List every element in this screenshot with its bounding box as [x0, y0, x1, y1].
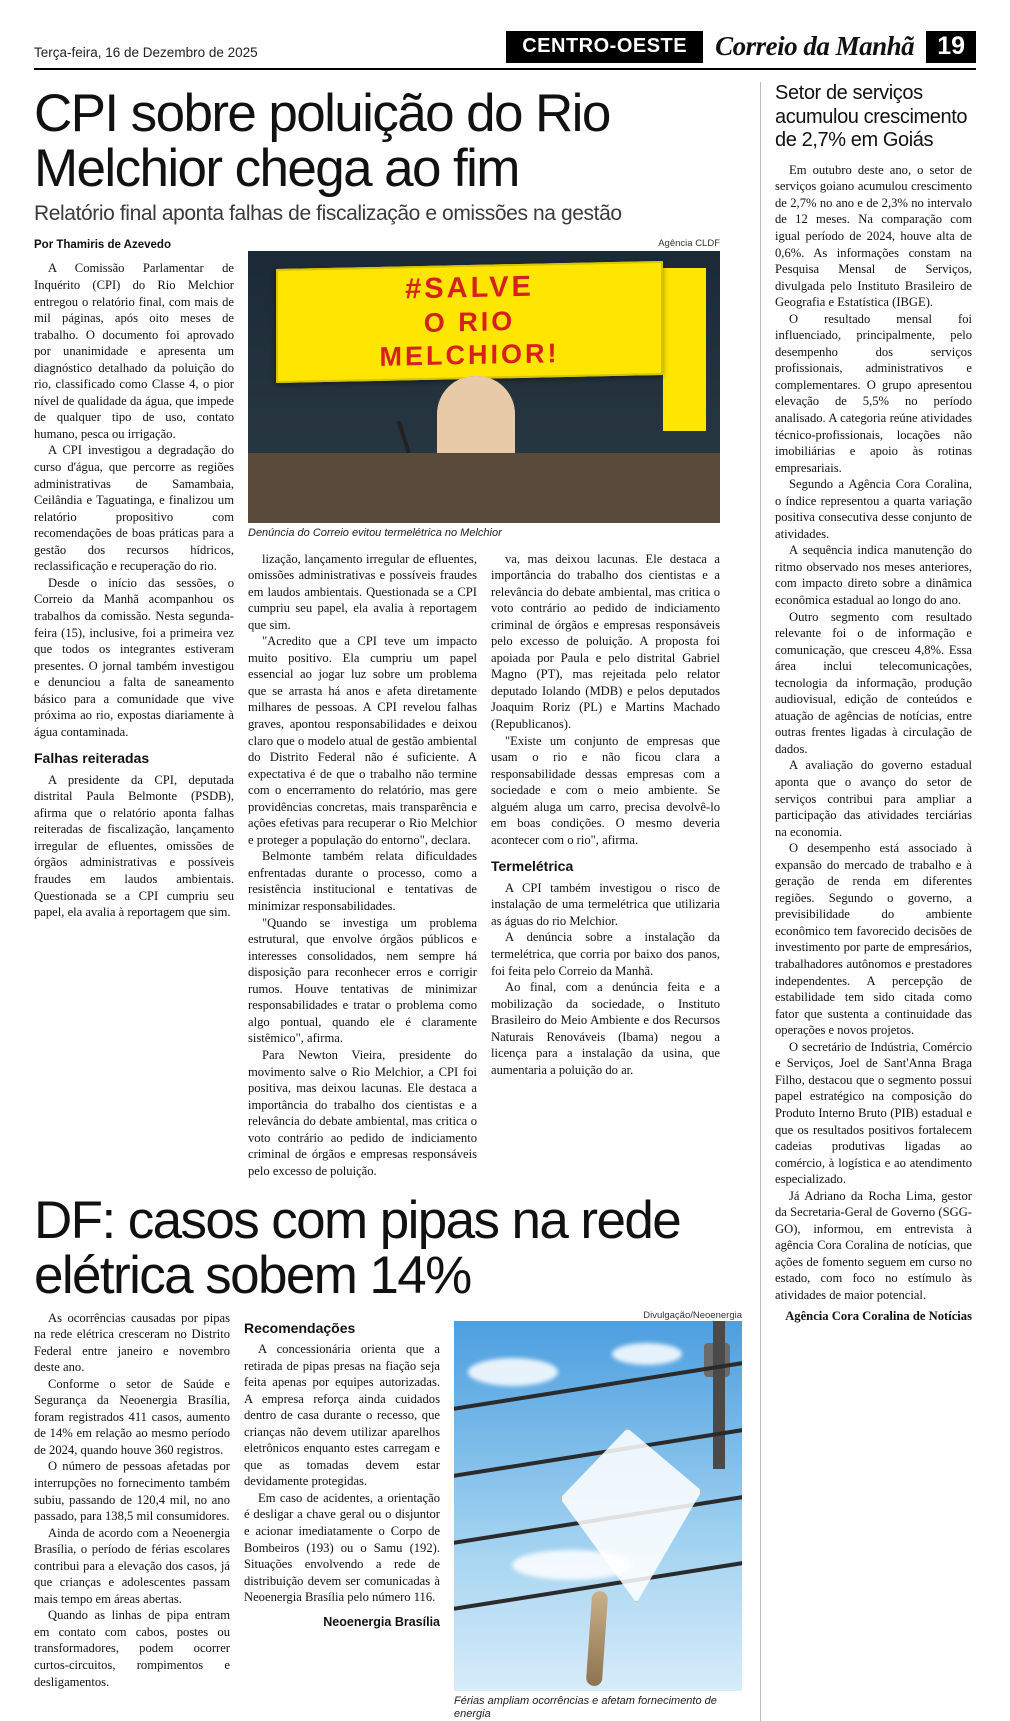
- main-col-3: [491, 551, 720, 1180]
- paragraph: "Acredito que a CPI teve um impacto muito positivo. Ela cumpriu um papel essencial ao jogar luz sobre um problema que se arrasta há anos e afeta diretamente milhares de pessoas. A CPI revelou falhas graves, apontou responsabilidades e deixou claro que o modelo atual de gestão ambiental do Distrito Federal não é suficiente. A expectativa é de que o trabalho não termine com o encerramento do relatório, mas gere providências concretas, mais transparência e ações efetivas para recuperar o Rio Melchior e proteger a população do entorno", declara.: [248, 634, 477, 847]
- sidebar-title: Setor de serviços acumulou crescimento de 2,7% em Goiás: [775, 82, 968, 152]
- page-number: 19: [926, 31, 976, 64]
- paragraph: Outro segmento com resultado relevante foi o de informação e comunicação, que cresceu 4,8%. Essa área inclui telecomunicações, tecnologia da informação, produção audiovisual, edição de conteúdos e atuação de agências de notícias, entre outras frentes ligadas à circulação de dados.: [775, 609, 972, 756]
- paragraph: Já Adriano da Rocha Lima, gestor da Secretaria-Geral de Governo (SGG-GO), informou, em entrevista à agência Cora Coralina de notícias, que ações de fomento seguem em curso no estado, com foco no estímulo às atividades de maior potencial.: [775, 1188, 972, 1302]
- banner-line-2: O RIO: [424, 305, 516, 338]
- paragraph: Ao final, com a denúncia feita e a mobilização da sociedade, o Instituto Brasileiro do Meio Ambiente e dos Recursos Naturais Renováveis (Ibama) negou a licença para a instalação da usina, que aumentaria a poluição do ar.: [491, 980, 720, 1077]
- paragraph: Belmonte também relata dificuldades enfrentadas durante o processo, como a resistência institucional e tentativas de minimizar responsabilidades.: [248, 849, 477, 914]
- sidebar-column: [760, 82, 972, 1721]
- desk: [248, 453, 720, 524]
- paragraph: Em caso de acidentes, a orientação é desligar a chave geral ou o disjuntor e acionar imediatamente o Corpo de Bombeiros (193) ou o Samu (192). Situações envolvendo a rede de distribuição devem ser comunicadas à Neoenergia Brasília pelo número 116.: [244, 1490, 440, 1605]
- sidebar-body: [775, 162, 972, 1324]
- byline: Por Thamiris de Azevedo: [34, 239, 171, 252]
- paragraph: Em outubro deste ano, o setor de serviços goiano acumulou crescimento de 2,7% no ano e de 2,3% no intervalo de 12 meses. Na comparação com igual período de 2024, houve alta de 0,6%. As informações constam na Pesquisa Mensal de Serviços, divulgada pelo Instituto Brasileiro de Geografia e Estatística (IBGE).: [775, 162, 972, 310]
- masthead-right: [506, 31, 976, 64]
- paragraph: A Comissão Parlamentar de Inquérito (CPI) do Rio Melchior entregou o relatório final, com mais de mil páginas, após oito meses de trabalho. O documento foi aprovado por unanimidade e apresenta um diagnóstico detalhado da poluição do rio, classificado como Classe 4, o pior nível de qualidade da água, que impede de qualquer tipo de uso, contato humano, pesca ou irrigação.: [34, 261, 234, 441]
- second-col-2: [244, 1310, 440, 1721]
- paragraph: Segundo a Agência Cora Coralina, o índice representou a quarta variação positiva consecutiva desse conjunto de atividades.: [775, 477, 972, 541]
- subsection-title: Falhas reiteradas: [34, 750, 150, 767]
- paragraph: "Quando se investiga um problema estrutural, que envolve órgãos públicos e interesses consolidados, nem sempre há disposição para reconhecer erros e corrigir rumos. Houve tentativas de minimizar responsabilidades e tratar o problema como algo pontual, quando ele é claramente sistêmico", afirma.: [248, 915, 477, 1046]
- photo-kite-power-lines: [454, 1321, 742, 1691]
- protest-banner: [276, 261, 663, 383]
- recommendations-title: Recomendações: [244, 1319, 356, 1336]
- paragraph: O número de pessoas afetadas por interrupções no fornecimento também subiu, passando de 120,4 mil, no ano passado, para 138,5 mil consumidores.: [34, 1459, 230, 1524]
- photo-credit: Agência CLDF: [658, 238, 720, 250]
- banner-line-1: #SALVE: [405, 270, 535, 306]
- main-col-2: [248, 551, 477, 1180]
- utility-pole: [713, 1321, 725, 1469]
- paragraph: A CPI investigou a degradação do curso d'água, que percorre as regiões administrativas de Samambaia, Ceilândia e Taguatinga, e finalizou um relatório propositivo com recomendações de boas práticas para a gestão dos recursos hídricos, reclassificação e recuperação do rio.: [34, 443, 234, 574]
- paragraph: A CPI também investigou o risco de instalação de uma termelétrica que utilizaria as águas do rio Melchior.: [491, 880, 720, 928]
- second-photo-credit: Divulgação/Neoenergia: [643, 1309, 742, 1321]
- second-photo-caption: Férias ampliam ocorrências e afetam fornecimento de energia: [454, 1694, 717, 1720]
- paragraph: Para Newton Vieira, presidente do movimento salve o Rio Melchior, a CPI foi positiva, mas deixou lacunas. Ele destaca a importância do trabalho dos cientistas e a relevância do debate ambiental, mas critica o voto contrário ao pedido de indiciamento criminal de órgãos e empresas responsáveis pelo excesso de poluição.: [248, 1047, 477, 1178]
- masthead: [34, 30, 976, 70]
- second-article-columns: [34, 1310, 744, 1721]
- main-column: [34, 82, 744, 1721]
- paragraph: O secretário de Indústria, Comércio e Serviços, Joel de Sant'Anna Braga Filho, destacou que o segmento possui papel estratégico na composição do Produto Interno Bruto (PIB) estadual e que os resultados positivos fortalecem cadeias produtivas ligadas ao comércio, à logística e ao atendimento especializado.: [775, 1039, 972, 1187]
- cloud: [468, 1358, 558, 1386]
- paragraph: "Existe um conjunto de empresas que usam o rio e não ficou clara a responsabilidade dessas empresas com a sociedade e com o meio ambiente. Se alguém aluga um carro, precisa devolvê-lo em boas condições. O mesmo deveria acontecer com o rio", afirma.: [491, 733, 720, 847]
- main-col-2-3: [248, 238, 720, 1179]
- main-subhead: Relatório final aponta falhas de fiscalização e omissões na gestão: [34, 202, 622, 226]
- kite-tail: [586, 1590, 609, 1686]
- paper-title: Correio da Manhã: [715, 31, 915, 61]
- main-headline: CPI sobre poluição do Rio Melchior chega ao fim: [34, 84, 610, 199]
- main-lower-columns: [248, 551, 720, 1180]
- paragraph: Desde o início das sessões, o Correio da Manhã acompanhou os trabalhos da comissão. Nesta segunda-feira (15), inclusive, foi a primeira vez que todos os integrantes estiveram presentes. O jornal também investigou e denunciou a falta de saneamento básico para a comunidade que vive próxima ao rio, expostas diariamente à água contaminada.: [34, 575, 234, 739]
- paragraph: Ainda de acordo com a Neoenergia Brasília, o período de férias escolares contribui para a elevação dos casos, já que crianças e adolescentes passam mais tempo em áreas abertas.: [34, 1525, 230, 1606]
- cloud: [612, 1343, 682, 1365]
- sidebar-signature: Agência Cora Coralina de Notícias: [785, 1308, 972, 1323]
- paragraph: lização, lançamento irregular de efluentes, omissões administrativas e possíveis fraudes em laudos ambientais. Questionada se a CPI cumpriu seu papel, ela avalia à reportagem que sim.: [248, 551, 477, 632]
- paragraph: Conforme o setor de Saúde e Segurança da Neoenergia Brasília, foram registrados 411 casos, aumento de 14% em relação ao mesmo período de 2024, quando houve 360 registros.: [34, 1376, 230, 1457]
- paragraph: A presidente da CPI, deputada distrital Paula Belmonte (PSDB), afirma que o relatório aponta falhas reiteradas de fiscalização, lançamento irregular de efluentes, omissões de órgãos administrativas e possíveis fraudes em laudos ambientais. Questionada se a CPI cumpriu seu papel, ela avalia à reportagem que sim.: [34, 772, 234, 920]
- paragraph: O desempenho está associado à expansão do mercado de trabalho e à geração de renda em diferentes regiões. Segundo o governo, a previsibilidade do ambiente econômico tem favorecido decisões de investimento por parte de empresários, trabalhadores autônomos e prestadores independentes. A percepção de estabilidade tem sido citada como fator que sustenta a continuidade das operações e novos projetos.: [775, 841, 972, 1038]
- main-article-columns: [34, 238, 744, 1179]
- paragraph: A concessionária orienta que a retirada de pipas presas na fiação seja feita apenas por equipes autorizadas. A empresa reforça ainda cuidados dentro de casa durante o recesso, que crianças não devem utilizar aparelhos eletrônicos enquanto estes carregam e que as tomadas devem estar devidamente protegidas.: [244, 1341, 440, 1489]
- main-col-1: [34, 238, 234, 1179]
- banner-line-3: MELCHIOR!: [379, 338, 560, 372]
- second-col-1: [34, 1310, 230, 1721]
- second-headline: DF: casos com pipas na rede elétrica sobem 14%: [34, 1191, 681, 1306]
- paragraph: A denúncia sobre a instalação da termelétrica, que corria por baixo dos panos, foi feita pelo Correio da Manhã.: [491, 930, 720, 978]
- paragraph: A avaliação do governo estadual aponta que o avanço do setor de serviços contribui para ampliar a participação das atividades terciárias na economia.: [775, 758, 972, 839]
- side-banner: [663, 268, 705, 431]
- page-content: [34, 82, 976, 1721]
- masthead-date: Terça-feira, 16 de Dezembro de 2025: [34, 45, 258, 60]
- subsection-title-termeletrica: Termelétrica: [491, 858, 574, 875]
- photo-cpi-hearing: [248, 251, 720, 523]
- section-tag: CENTRO-OESTE: [506, 31, 703, 63]
- second-article-source: Neoenergia Brasília: [323, 1614, 440, 1629]
- second-photo-block: [454, 1310, 742, 1721]
- paragraph: Quando as linhas de pipa entram em contato com cabos, postes ou transformadores, podem ocorrer curtos-circuitos, rompimentos e desligamentos.: [34, 1608, 230, 1689]
- paragraph: A sequência indica manutenção do ritmo observado nos meses anteriores, com impacto direto sobre a dinâmica econômica estadual ao longo do ano.: [775, 543, 972, 607]
- photo-caption: Denúncia do Correio evitou termelétrica no Melchior: [248, 527, 502, 540]
- paragraph: As ocorrências causadas por pipas na rede elétrica cresceram no Distrito Federal entre janeiro e novembro deste ano.: [34, 1310, 230, 1375]
- paragraph: O resultado mensal foi influenciado, principalmente, pelo desempenho dos serviços profissionais, administrativos e complementares. O grupo apresentou elevação de 5,5% no período analisado. A categoria reúne atividades técnico-profissionais, locações não imobiliárias e apoio às rotinas empresariais.: [775, 311, 972, 475]
- paragraph: va, mas deixou lacunas. Ele destaca a importância do trabalho dos cientistas e a relevância do debate ambiental, mas critica o voto contrário ao pedido de indiciamento criminal de órgãos e empresas responsáveis pelo excesso de poluição. A proposta foi apoiada por Paula e pelo distrital Gabriel Magno (PT), mas rejeitada pelo relator deputado Iolando (MDB) e pelos deputados Joaquim Roriz (PL) e Martins Machado (Republicanos).: [491, 551, 720, 732]
